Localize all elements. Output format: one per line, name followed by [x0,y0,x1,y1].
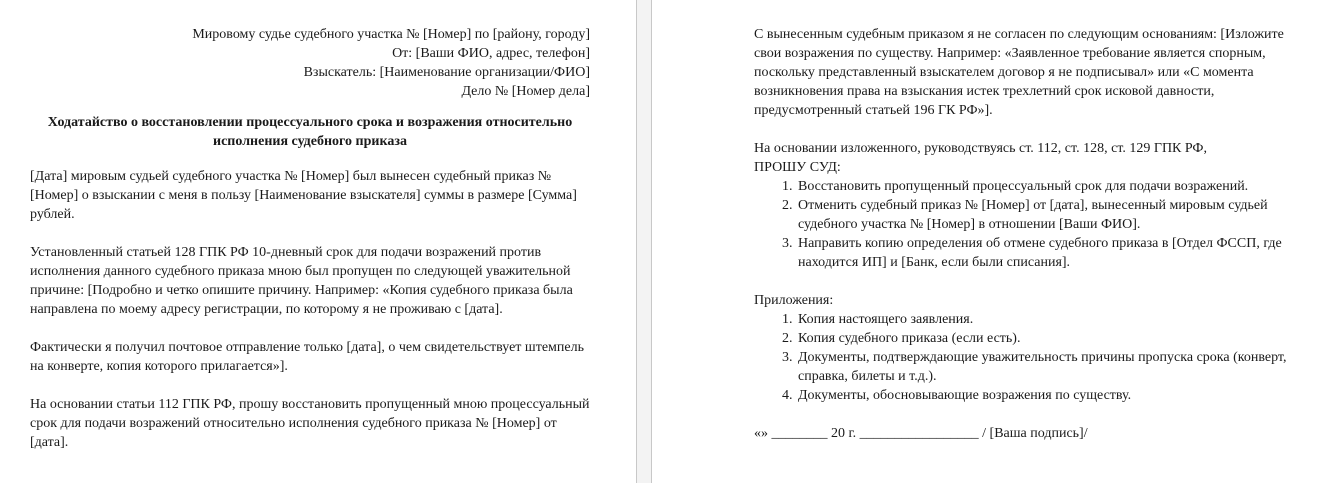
request-item: 3. Направить копию определения об отмене судебного приказа в [Отдел ФССП, где находится ИП] и [Банк, если были списания]. [796,234,1314,272]
header-judge-line: Мировому судье судебного участка № [Номер] по [району, городу] [192,27,590,42]
header-case-line: Дело № [Номер дела] [461,84,590,99]
attachment-item: 2. Копия судебного приказа (если есть). [796,329,1314,348]
page-left-content [30,25,590,452]
request-heading: ПРОШУ СУД: [754,160,841,175]
paragraph-order-issued: [Дата] мировым судьей судебного участка № [Номер] был вынесен судебный приказ № [Номер] о взыскании с меня в пользу [Наименование взыскателя] суммы в размере [Сумма] рублей. [30,169,577,222]
document-page-right [652,0,1335,483]
document-page-left [0,0,636,483]
paragraph-legal-basis: На основании изложенного, руководствуясь ст. 112, ст. 128, ст. 129 ГПК РФ, [754,141,1207,156]
request-item: 2. Отменить судебный приказ № [Номер] от [дата], вынесенный мировым судьей судебного участка № [Номер] в отношении [Ваши ФИО]. [796,196,1314,234]
request-list [754,177,1314,272]
addressee-header [30,25,590,101]
attachment-item: 4. Документы, обосновывающие возражения по существу. [796,386,1314,405]
paragraph-restore-request: На основании статьи 112 ГПК РФ, прошу восстановить пропущенный мною процессуальный срок для подачи возражений относительно исполнения судебного приказа № [Номер] от [дата]. [30,397,590,450]
attachment-item: 3. Документы, подтверждающие уважительность причины пропуска срока (конверт, справка, билеты и т.д.). [796,348,1314,386]
document-title: Ходатайство о восстановлении процессуального срока и возражения относительно исполнения судебного приказа [47,115,573,149]
signature-line: «» ________ 20 г. _________________ / [Ваша подпись]/ [754,426,1088,441]
paragraph-objection: С вынесенным судебным приказом я не согласен по следующим основаниям: [Изложите свои возражения по существу. Например: «Заявленное требование является спорным, поскольку представленный взыскателем договор я не подписывал» или «С момента возникновения права на взыскания истек трехлетний срок исковой давности, предусмотренный статьей 196 ГК РФ»]. [754,27,1284,118]
attachments-list [754,310,1314,405]
header-claimant-line: Взыскатель: [Наименование организации/ФИО] [303,65,590,80]
attachment-item: 1. Копия настоящего заявления. [796,310,1314,329]
paragraph-deadline-missed: Установленный статьей 128 ГПК РФ 10-дневный срок для подачи возражений против исполнения данного судебного приказа мною был пропущен по следующей уважительной причине: [Подробно и четко опишите причину. Например: «Копия судебного приказа была направлена по моему адресу регистрации, по которому я не проживаю с [дата]. [30,245,573,317]
page-right-content [754,25,1314,443]
page-gutter [636,0,652,483]
paragraph-actual-receipt: Фактически я получил почтовое отправление только [дата], о чем свидетельствует штемпель на конверте, копия которого прилагается»]. [30,340,584,374]
request-item: 1. Восстановить пропущенный процессуальный срок для подачи возражений. [796,177,1314,196]
attachments-heading: Приложения: [754,293,834,308]
header-from-line: От: [Ваши ФИО, адрес, телефон] [392,46,590,61]
